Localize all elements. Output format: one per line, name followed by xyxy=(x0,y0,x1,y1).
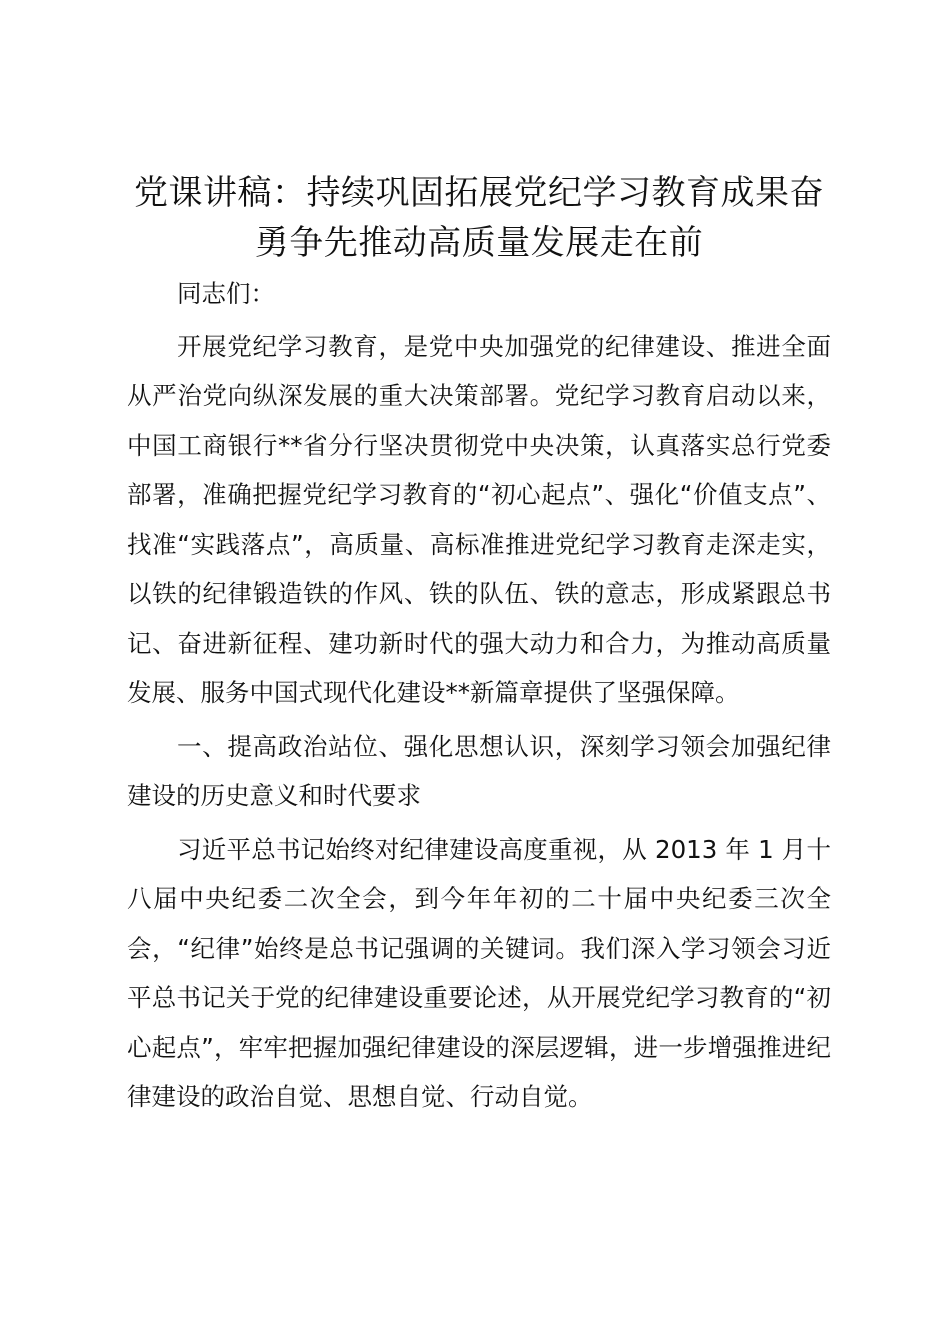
section-heading-1: 一、提高政治站位、强化思想认识，深刻学习领会加强纪律建设的历史意义和时代要求 xyxy=(127,731,831,810)
document-page xyxy=(127,168,831,1122)
title-line-1: 党课讲稿：持续巩固拓展党纪学习教育成果奋 xyxy=(134,173,824,213)
greeting: 同志们： xyxy=(177,279,275,308)
paragraph-section-1: 习近平总书记始终对纪律建设高度重视，从 2013 年 1 月十八届中央纪委二次全会，到今年年初的二十届中央纪委三次全会，“纪律”始终是总书记强调的关键词。我们深入学习领会习近平总书记关于党的纪律建设重要论述，从开展党纪学习教育的“初心起点”，牢牢把握加强纪律建设的深层逻辑，进一步增强推进纪律建设的政治自觉、思想自觉、行动自觉。 xyxy=(127,834,831,1111)
paragraph-intro: 开展党纪学习教育，是党中央加强党的纪律建设、推进全面从严治党向纵深发展的重大决策部署。党纪学习教育启动以来，中国工商银行**省分行坚决贯彻党中央决策，认真落实总行党委部署，准确把握党纪学习教育的“初心起点”、强化“价值支点”、找准“实践落点”，高质量、高标准推进党纪学习教育走深走实，以铁的纪律锻造铁的作风、铁的队伍、铁的意志，形成紧跟总书记、奋进新征程、建功新时代的强大动力和合力，为推动高质量发展、服务中国式现代化建设**新篇章提供了坚强保障。 xyxy=(127,331,831,707)
document-title xyxy=(127,168,831,268)
title-line-2: 勇争先推动高质量发展走在前 xyxy=(254,223,704,263)
